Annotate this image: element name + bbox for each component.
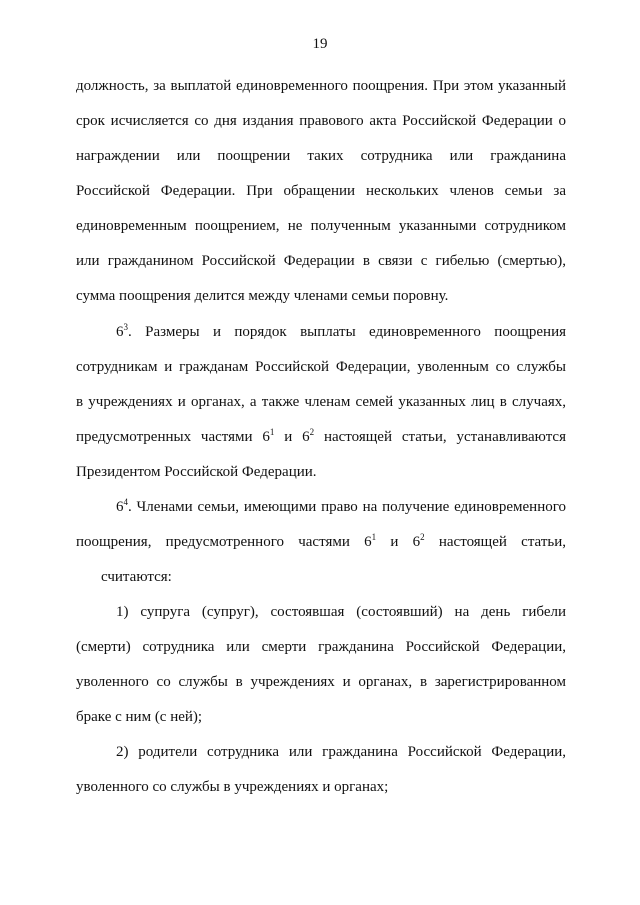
text-line: браке с ним (с ней);: [76, 709, 203, 725]
text-run: настоящей статьи, устанавливаются: [314, 429, 566, 445]
clause-superscript: 2: [309, 427, 315, 437]
clause-superscript: 2: [420, 532, 425, 542]
text-run: . Членами семьи, имеющими право на получение единовременного: [128, 499, 566, 515]
paragraph-first-line: [116, 497, 566, 517]
clause-superscript: 1: [269, 427, 275, 437]
text-run: и 6: [274, 429, 310, 445]
text-line: [76, 532, 566, 552]
clause-superscript: 3: [123, 322, 128, 332]
list-item-first-line: 1) супруга (супруг), состоявшая (состоявший) на день гибели: [116, 604, 566, 620]
text-run: настоящей статьи,: [424, 534, 566, 550]
clause-number: 6: [116, 499, 124, 515]
text-run: и 6: [376, 534, 421, 550]
text-line: срок исчисляется со дня издания правового акта Российской Федерации о: [76, 113, 566, 129]
text-line: единовременным поощрением, не полученным указанными сотрудником: [76, 218, 566, 234]
text-line: уволенного со службы в учреждениях и органах;: [76, 779, 389, 795]
text-line: или гражданином Российской Федерации в связи с гибелью (смертью),: [76, 253, 566, 269]
text-line: Российской Федерации. При обращении нескольких членов семьи за: [76, 183, 566, 199]
text-line: (смерти) сотрудника или смерти гражданина Российской Федерации,: [76, 639, 566, 655]
text-line: награждении или поощрении таких сотрудника или гражданина: [76, 148, 566, 164]
page-number: 19: [312, 36, 328, 52]
paragraph-first-line: [116, 322, 566, 342]
clause-superscript: 4: [123, 497, 128, 507]
text-line: в учреждениях и органах, а также членам семей указанных лиц в случаях,: [76, 394, 566, 410]
text-line: уволенного со службы в учреждениях и органах, в зарегистрированном: [76, 674, 566, 690]
list-item-first-line: 2) родители сотрудника или гражданина Российской Федерации,: [116, 744, 566, 760]
text-line: считаются:: [101, 569, 172, 585]
text-run: поощрения, предусмотренного частями 6: [76, 534, 372, 550]
clause-superscript: 1: [371, 532, 377, 542]
text-line: сумма поощрения делится между членами семьи поровну.: [76, 288, 449, 304]
text-line: Президентом Российской Федерации.: [76, 464, 317, 480]
text-run: предусмотренных частями 6: [76, 429, 270, 445]
text-line: должность, за выплатой единовременного поощрения. При этом указанный: [76, 78, 566, 94]
text-line: сотрудникам и гражданам Российской Федерации, уволенным со службы: [76, 359, 566, 375]
clause-number: 6: [116, 324, 124, 340]
text-line: [76, 427, 566, 447]
text-run: . Размеры и порядок выплаты единовременного поощрения: [128, 324, 566, 340]
